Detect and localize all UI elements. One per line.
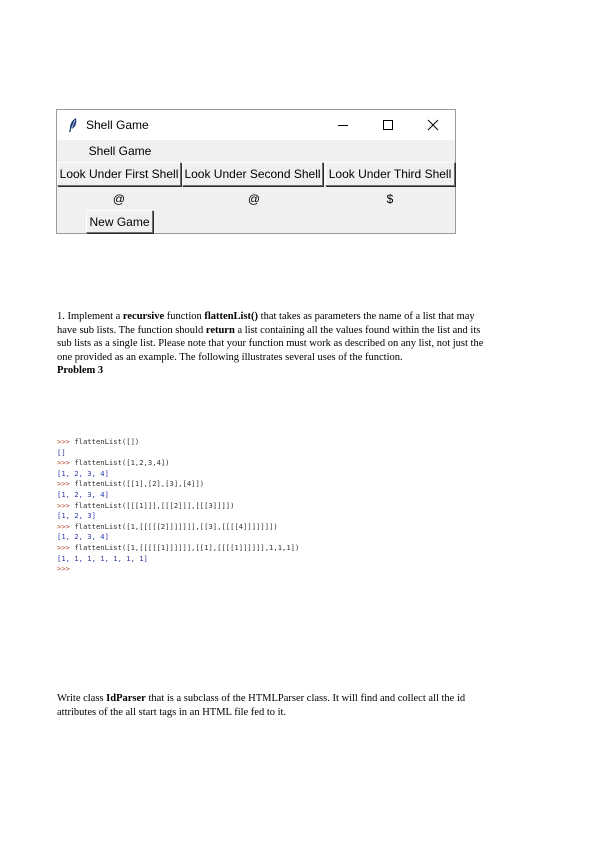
code-line (57, 501, 299, 512)
code-line (57, 564, 299, 575)
shell-prompt: >>> (57, 564, 75, 574)
text-line: attributes of the all start tags in an HTML file fed to it. (57, 706, 287, 718)
shell-prompt: >>> (57, 542, 75, 552)
look-second-shell-button[interactable]: Look Under Second Shell (182, 162, 323, 186)
shell-output: [1, 2, 3, 4] (57, 489, 109, 499)
close-icon (422, 114, 444, 136)
shell-command: flattenList([1,2,3,4]) (74, 458, 170, 468)
shell-prompt: >>> (57, 500, 75, 510)
problem-heading: Problem 3 (57, 365, 104, 376)
shell-output: [1, 2, 3] (57, 511, 96, 521)
shell-prompt: >>> (57, 479, 75, 489)
game-header-label: Shell Game (88, 144, 152, 158)
maximize-button[interactable] (377, 114, 399, 136)
code-line (57, 469, 299, 480)
recursive-keyword: recursive (122, 311, 165, 322)
shell-result-2: @ (247, 192, 261, 206)
code-line (57, 437, 299, 448)
minimize-icon (332, 114, 354, 136)
code-line (57, 511, 299, 522)
shell-prompt: >>> (57, 458, 75, 468)
maximize-icon (377, 114, 399, 136)
code-line (57, 543, 299, 554)
tk-feather-icon (66, 117, 80, 133)
text-fragment: that is a subclass of the HTMLParser class. It will find and collect all the id (145, 693, 466, 704)
idparser-problem-text (57, 692, 537, 719)
code-line (57, 554, 299, 565)
shell-command: flattenList([1,[[[[[2]]]]]]],[[3],[[[[4]]]]]]]) (74, 521, 278, 531)
text-fragment: Write class (57, 693, 107, 704)
shell-game-window (56, 109, 456, 234)
text-fragment: function (164, 311, 205, 322)
minimize-button[interactable] (332, 114, 354, 136)
return-keyword: return (205, 324, 235, 336)
shell-command: flattenList([]) (74, 437, 140, 446)
shell-command: flattenList([1,[[[[[1]]]]]],[[1],[[[[1]]]]]],1,1,1]) (74, 542, 300, 552)
text-line: one provided as an example. The following illustrates several uses of the function. (57, 351, 403, 363)
code-line (57, 458, 299, 469)
look-first-shell-button[interactable]: Look Under First Shell (57, 162, 181, 186)
text-fragment: that takes as parameters the name of a list that may (258, 311, 475, 322)
shell-prompt: >>> (57, 521, 75, 531)
close-button[interactable] (422, 114, 444, 136)
shell-command: flattenList([[1],[2],[3],[4]]) (74, 479, 205, 489)
function-name: flattenList() (204, 311, 259, 322)
shell-output: [] (57, 447, 66, 457)
text-fragment: 1. Implement a (57, 311, 123, 322)
text-line: sub lists as a single list. Please note that your function must work as described on any list, not just the (57, 338, 484, 349)
code-line (57, 479, 299, 490)
code-line (57, 532, 299, 543)
class-name: IdParser (106, 693, 146, 704)
text-fragment: have sub lists. The function should (57, 324, 206, 336)
shell-output: [1, 2, 3, 4] (57, 468, 109, 478)
window-titlebar[interactable] (57, 110, 455, 140)
python-shell-sample (57, 437, 299, 575)
text-fragment: a list containing all the values found within the list and its (234, 324, 481, 336)
shell-result-3: $ (386, 192, 394, 206)
code-line (57, 522, 299, 533)
code-line (57, 490, 299, 501)
shell-result-1: @ (112, 192, 126, 206)
look-third-shell-button[interactable]: Look Under Third Shell (325, 162, 455, 186)
shell-output: [1, 2, 3, 4] (57, 532, 109, 542)
window-title: Shell Game (86, 118, 149, 132)
code-line (57, 448, 299, 459)
shell-prompt: >>> (57, 437, 75, 446)
new-game-button[interactable]: New Game (86, 210, 153, 233)
flatten-problem-text (57, 310, 537, 378)
shell-command: flattenList([[[1]]],[[[2]]],[[[3]]]]) (74, 500, 235, 510)
shell-output: [1, 1, 1, 1, 1, 1, 1] (57, 553, 148, 563)
